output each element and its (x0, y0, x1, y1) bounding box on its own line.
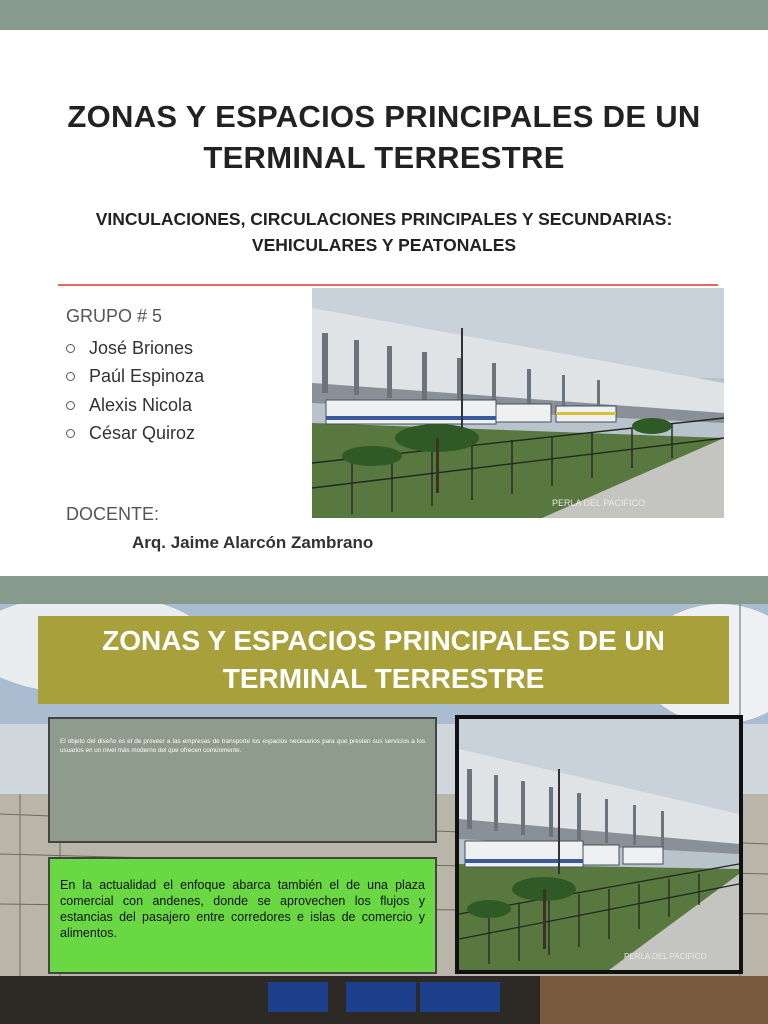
docente-label: DOCENTE: (66, 504, 160, 524)
member-name: Alexis Nicola (89, 394, 193, 415)
docente-name: Arq. Jaime Alarcón Zambrano (132, 533, 374, 552)
bullet-icon (66, 429, 75, 438)
approach-text: En la actualidad el enfoque abarca también el de una plaza comercial con andenes, donde se aprovechen los flujos y estancias del pasajero entre corredores e islas de comercio y alimentos. (60, 878, 425, 940)
title-divider (58, 284, 718, 286)
slide-separator-bar (0, 576, 768, 604)
slide-title: ZONAS Y ESPACIOS PRINCIPALES DE UN TERMINAL TERRESTRE (102, 625, 665, 694)
bullet-icon (66, 401, 75, 410)
terminal-photo (312, 288, 724, 518)
bullet-icon (66, 344, 75, 353)
list-item (66, 334, 204, 363)
slide-top-bar (0, 0, 768, 30)
objective-text: El objeto del diseño es el de proveer a las empresas de transporte los espacios necesarios para que presten sus servicios a los usuarios en un nivel más moderno del que ofrecen comúnmente. (60, 738, 425, 754)
photo-watermark: PERLA DEL PACIFICO (624, 952, 707, 961)
group-label: GRUPO # 5 (66, 306, 163, 326)
member-name: Paúl Espinoza (89, 366, 205, 387)
slide-title-box (38, 616, 729, 704)
presentation-title: ZONAS Y ESPACIOS PRINCIPALES DE UN TERMINAL TERRESTRE (67, 99, 701, 175)
member-name: José Briones (89, 337, 194, 358)
terminal-photo-frame (455, 715, 743, 974)
terminal-photo (459, 719, 739, 970)
member-list (66, 334, 204, 448)
approach-box (48, 857, 437, 974)
list-item (66, 363, 204, 392)
presentation-subtitle: VINCULACIONES, CIRCULACIONES PRINCIPALES Y SECUNDARIAS: VEHICULARES Y PEATONALES (95, 209, 673, 255)
bullet-icon (66, 372, 75, 381)
content-slide (0, 604, 768, 1024)
objective-box (48, 717, 437, 843)
list-item (66, 420, 204, 449)
title-slide (0, 30, 768, 576)
member-name: César Quiroz (89, 423, 196, 444)
list-item (66, 391, 204, 420)
photo-watermark: PERLA DEL PACIFICO (552, 498, 646, 508)
